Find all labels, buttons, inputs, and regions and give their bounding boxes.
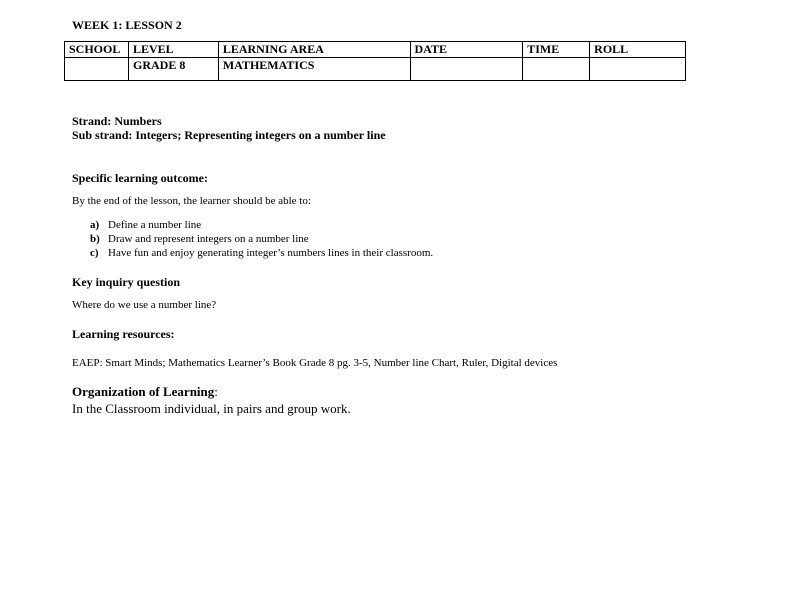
inquiry-text: Where do we use a number line?	[72, 299, 217, 311]
list-item	[90, 233, 309, 246]
table-cell-time	[523, 58, 590, 81]
list-item-text: Define a number line	[108, 219, 202, 231]
lesson-heading: WEEK 1: LESSON 2	[72, 18, 182, 32]
list-marker: b)	[90, 233, 100, 245]
table-row	[65, 58, 686, 81]
table-cell-learning-area: MATHEMATICS	[218, 58, 410, 81]
table-cell-date	[410, 58, 523, 81]
organization-colon: :	[214, 384, 218, 399]
table-header-cell: DATE	[410, 42, 523, 58]
organization-title: Organization of Learning	[72, 384, 215, 399]
table-header-cell: TIME	[523, 42, 590, 58]
strand-line: Strand: Numbers	[72, 114, 162, 128]
table-header-cell: ROLL	[590, 42, 686, 58]
list-item-text: Draw and represent integers on a number line	[108, 233, 309, 245]
inquiry-title: Key inquiry question	[72, 275, 181, 289]
resources-text: EAEP: Smart Minds; Mathematics Learner’s Book Grade 8 pg. 3-5, Number line Chart, Ruler, Digital devices	[72, 357, 558, 369]
table-header-cell: SCHOOL	[65, 42, 129, 58]
sub-strand-line: Sub strand: Integers; Representing integers on a number line	[72, 128, 386, 142]
table-cell-roll	[590, 58, 686, 81]
list-marker: c)	[90, 247, 99, 259]
outcome-intro: By the end of the lesson, the learner should be able to:	[72, 195, 311, 207]
list-item	[90, 219, 201, 232]
list-item	[90, 247, 433, 260]
table-header-row	[65, 42, 686, 58]
lesson-info-table	[64, 41, 686, 81]
organization-heading	[72, 384, 218, 399]
table-header-cell: LEVEL	[128, 42, 218, 58]
list-item-text: Have fun and enjoy generating integer’s numbers lines in their classroom.	[108, 247, 434, 259]
resources-title: Learning resources:	[72, 327, 175, 341]
table-cell-level: GRADE 8	[128, 58, 218, 81]
table-header-cell: LEARNING AREA	[218, 42, 410, 58]
organization-text: In the Classroom individual, in pairs and group work.	[72, 401, 351, 416]
outcome-title: Specific learning outcome:	[72, 171, 208, 185]
list-marker: a)	[90, 219, 100, 231]
table-cell-school	[65, 58, 129, 81]
